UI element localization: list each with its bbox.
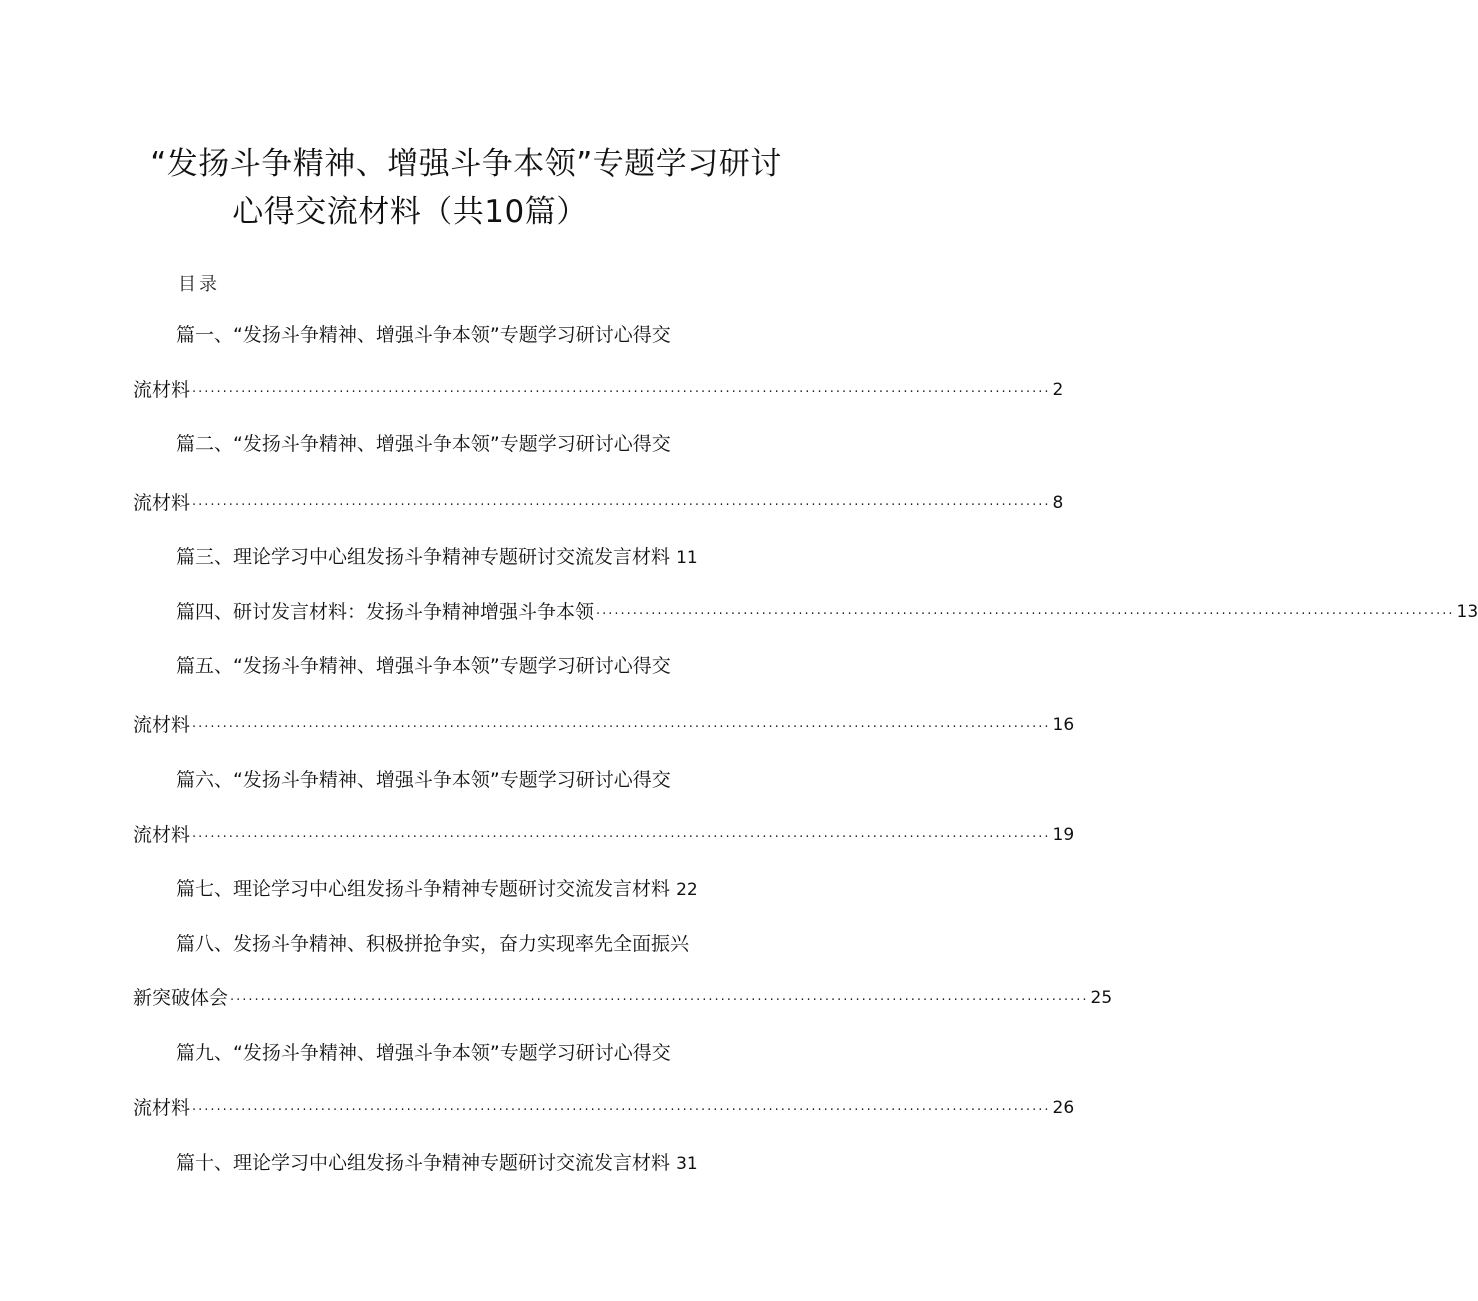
toc-entry-10[interactable] [176,1151,698,1176]
dot-leader: ............................................................................................................................................ [230,989,1089,1004]
dot-leader: ............................................................................................................................................ [192,494,1051,509]
toc-entry-9-continuation[interactable] [133,1096,1075,1120]
toc-entry-7-page: 22 [676,880,698,900]
toc-entry-2-title[interactable]: 篇二、“发扬斗争精神、增强斗争本领”专题学习研讨心得交 [176,433,671,455]
toc-entry-7-title: 篇七、理论学习中心组发扬斗争精神专题研讨交流发言材料 [176,878,671,900]
toc-entry-9-page: 26 [1052,1098,1075,1118]
toc-entry-9-title[interactable]: 篇九、“发扬斗争精神、增强斗争本领”专题学习研讨心得交 [176,1042,671,1064]
toc-entry-1-title[interactable]: 篇一、“发扬斗争精神、增强斗争本领”专题学习研讨心得交 [176,324,671,346]
dot-leader: ............................................................................................................................................ [192,381,1051,396]
toc-entry-10-title: 篇十、理论学习中心组发扬斗争精神专题研讨交流发言材料 [176,1152,671,1174]
toc-entry-2-cont-text: 流材料 [133,492,191,514]
toc-entry-3-page: 11 [676,548,698,568]
toc-entry-4-page: 13 [1456,602,1478,622]
toc-entry-5-continuation[interactable] [133,713,1075,737]
toc-entry-8-cont-text: 新突破体会 [133,987,229,1009]
dot-leader: ............................................................................................................................................ [192,826,1051,841]
toc-entry-3-title: 篇三、理论学习中心组发扬斗争精神专题研讨交流发言材料 [176,546,671,568]
toc-entry-8-page: 25 [1090,988,1113,1008]
toc-entry-7[interactable] [176,877,698,902]
toc-entry-5-cont-text: 流材料 [133,714,191,736]
toc-entry-1-page: 2 [1052,380,1064,400]
toc-entry-6-page: 19 [1052,825,1075,845]
toc-entry-1-continuation[interactable] [133,378,1064,402]
toc-entry-10-page: 31 [676,1154,698,1174]
dot-leader: ............................................................................................................................................ [192,716,1051,731]
toc-entry-8-continuation[interactable] [133,986,1113,1010]
toc-entry-1-cont-text: 流材料 [133,379,191,401]
toc-entry-5-title[interactable]: 篇五、“发扬斗争精神、增强斗争本领”专题学习研讨心得交 [176,655,671,677]
toc-entry-5-page: 16 [1052,715,1075,735]
toc-heading: 目录 [178,274,220,295]
document-title-line-2: 心得交流材料（共10篇） [232,194,588,230]
toc-entry-6-continuation[interactable] [133,823,1075,847]
document-title-line-1: “发扬斗争精神、增强斗争本领”专题学习研讨 [150,146,782,182]
toc-entry-9-cont-text: 流材料 [133,1097,191,1119]
toc-entry-2-page: 8 [1052,493,1064,513]
toc-entry-2-continuation[interactable] [133,491,1064,515]
dot-leader: ............................................................................................................................................ [596,603,1455,618]
toc-entry-6-title[interactable]: 篇六、“发扬斗争精神、增强斗争本领”专题学习研讨心得交 [176,769,671,791]
toc-entry-8-title[interactable]: 篇八、发扬斗争精神、积极拼抢争实，奋力实现率先全面振兴 [176,933,690,955]
toc-entry-6-cont-text: 流材料 [133,824,191,846]
dot-leader: ............................................................................................................................................ [192,1099,1051,1114]
toc-entry-3[interactable] [176,545,698,570]
toc-entry-4[interactable] [176,600,1478,624]
toc-entry-4-title: 篇四、研讨发言材料：发扬斗争精神增强斗争本领 [176,601,595,623]
